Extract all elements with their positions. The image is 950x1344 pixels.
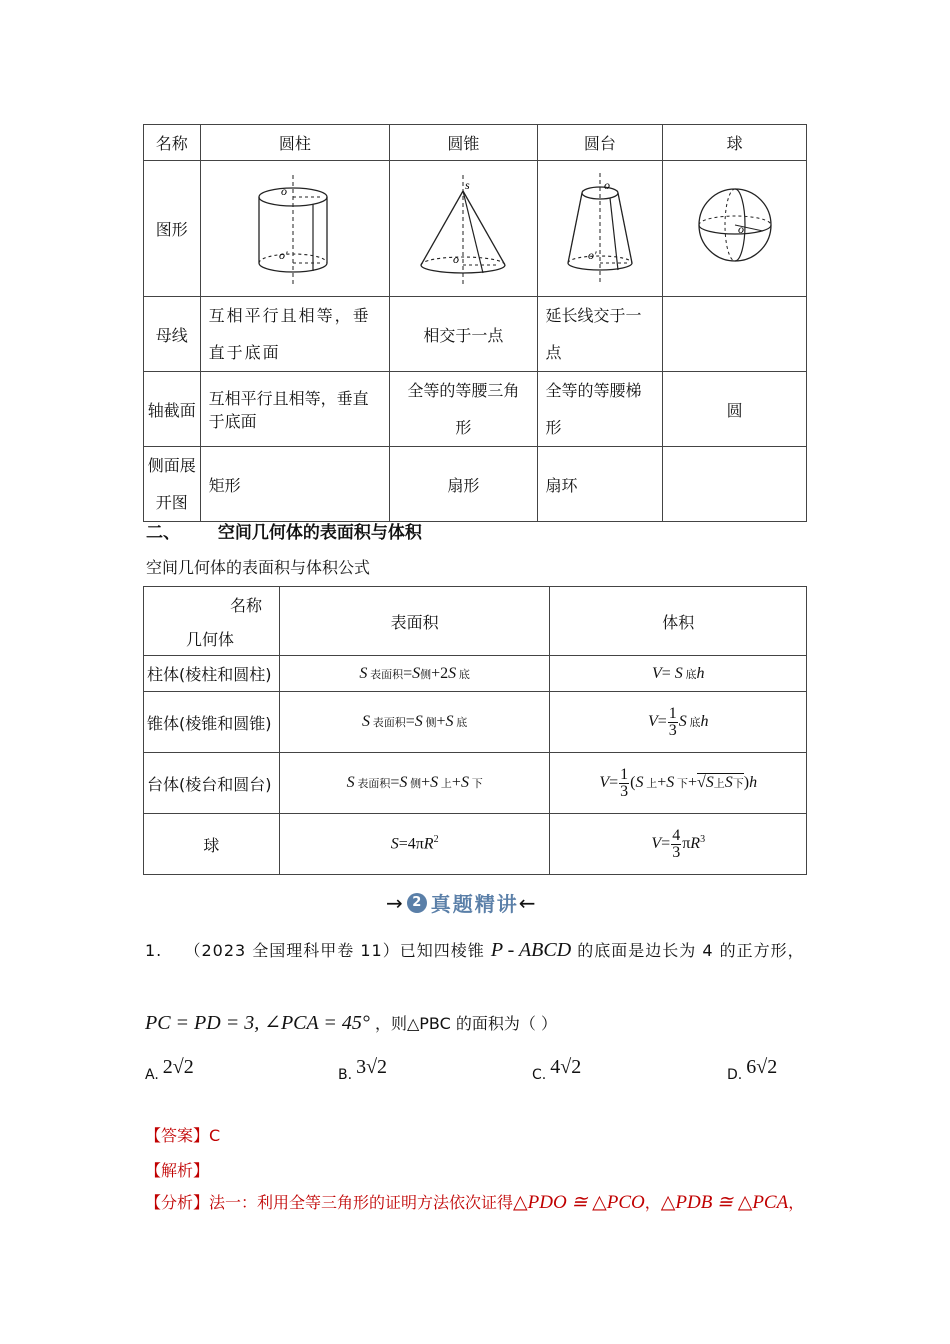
sphere-center-label: o [737, 221, 744, 236]
option-a-value: 2√2 [162, 1056, 194, 1078]
prism-surface: S 表面积=S侧+2S 底 [279, 656, 550, 692]
question-number: 1. [145, 941, 163, 960]
question-pyramid: P - ABCD [490, 939, 572, 961]
banner-left-arrow: → [386, 890, 403, 915]
sphere-volume: V= $\frac{4}{3}$ $\pi R^3$ [550, 814, 807, 875]
fenxi-line: 【分析】法一：利用全等三角形的证明方法依次证得△PDO ≅ △PCO，△PDB ≅ △PCA， [145, 1192, 805, 1213]
prism-volume: V= S 底h [550, 656, 807, 692]
cone-lateral: 扇形 [390, 447, 537, 522]
frustum-figure-cell [537, 161, 663, 297]
cylinder-bottom-label: o′ [278, 247, 288, 262]
cylinder-figure [235, 167, 355, 287]
frustum-surface: S 表面积=S 侧+S 上+S 下 [279, 753, 550, 814]
option-c-value: 4√2 [550, 1056, 582, 1078]
banner-text: 真题精讲 [430, 892, 519, 916]
section2-heading [146, 518, 422, 543]
cylinder-generatrix: 互相平行且相等，垂直于底面 [200, 297, 390, 372]
cone-figure-cell [390, 161, 537, 297]
frustum-volume: V= $\frac{1}{3}$ (S 上+S 下+√S上S下)h [550, 753, 807, 814]
question-line1 [145, 938, 805, 962]
header-name: 名称 [144, 125, 201, 161]
cone-apex-label: s [465, 177, 471, 192]
answer-line [145, 1123, 220, 1146]
header-frustum: 圆台 [537, 125, 663, 161]
frustum-generatrix: 延长线交于一点 [537, 297, 663, 372]
question-source: （2023 全国理科甲卷 11）已知四棱锥 [184, 941, 485, 960]
sphere-surface: $S=4\pi R^2$ [279, 814, 550, 875]
question-condition: PC = PD = 3, ∠PCA = 45° [145, 1012, 370, 1034]
fenxi-congruence-2: △PDB ≅ △PCA [660, 1192, 789, 1213]
frustum-figure [540, 167, 660, 287]
frustum-bottom-label: o′ [587, 247, 597, 262]
formula-table [143, 586, 807, 875]
fenxi-text: 法一：利用全等三角形的证明方法依次证得 [209, 1193, 514, 1212]
cone-figure [403, 167, 523, 287]
sphere-axial: 圆 [663, 372, 807, 447]
section2-subtitle: 空间几何体的表面积与体积公式 [146, 558, 371, 577]
option-b[interactable]: B. 3√2 [338, 1056, 388, 1083]
corner-bottom-label: 几何体 [186, 630, 235, 649]
solids-properties-table [143, 124, 807, 522]
option-a[interactable]: A. 2√2 [145, 1056, 194, 1083]
cone-axial: 全等的等腰三角形 [390, 372, 537, 447]
option-c[interactable]: C. 4√2 [532, 1056, 582, 1083]
cylinder-figure-cell [200, 161, 390, 297]
header-cone: 圆锥 [390, 125, 537, 161]
header-cylinder: 圆柱 [200, 125, 390, 161]
pyramid-volume: V= $\frac{1}{3}$ S 底h [550, 692, 807, 753]
cone-base-label: o [453, 251, 460, 266]
frustum-lateral: 扇环 [537, 447, 663, 522]
sphere-figure-cell [663, 161, 807, 297]
header-sphere: 球 [663, 125, 807, 161]
col-surface-header: 表面积 [279, 587, 550, 656]
option-b-value: 3√2 [356, 1056, 388, 1078]
fenxi-tag: 【分析】 [145, 1193, 210, 1212]
row-prism-name: 柱体(棱柱和圆柱) [144, 656, 280, 692]
question-line1-rest: 的底面是边长为 4 的正方形， [577, 941, 805, 960]
sphere-lateral [663, 447, 807, 522]
frustum-axial: 全等的等腰梯形 [537, 372, 663, 447]
row-label-axial: 轴截面 [144, 372, 201, 447]
corner-top-label: 名称 [230, 596, 263, 615]
fenxi-congruence-1: △PDO ≅ △PCO [513, 1192, 645, 1213]
option-d-value: 6√2 [746, 1056, 778, 1078]
cylinder-lateral: 矩形 [200, 447, 390, 522]
frustum-top-label: o [603, 177, 610, 192]
banner-number-badge: 2 [407, 893, 427, 913]
section-banner [386, 888, 536, 917]
sphere-generatrix [663, 297, 807, 372]
row-frustum-name: 台体(棱台和圆台) [144, 753, 280, 814]
row-pyramid-name: 锥体(棱锥和圆锥) [144, 692, 280, 753]
analysis-tag: 【解析】 [145, 1161, 210, 1180]
section2-number: 二、 [146, 523, 180, 543]
sphere-figure [675, 167, 795, 287]
row-label-lateral: 侧面展开图 [144, 447, 201, 522]
row-label-figure: 图形 [144, 161, 201, 297]
cylinder-axial: 互相平行且相等，垂直于底面 [200, 372, 390, 447]
col-volume-header: 体积 [550, 587, 807, 656]
answer-tag: 【答案】 [145, 1126, 210, 1145]
banner-right-arrow: ← [518, 890, 536, 915]
corner-cell [144, 587, 280, 656]
pyramid-surface: S 表面积=S 侧+S 底 [279, 692, 550, 753]
question-line2 [145, 1010, 557, 1035]
cylinder-top-label: o [280, 183, 287, 198]
row-sphere-name: 球 [144, 814, 280, 875]
question-line2-rest: ，则△PBC 的面积为（ ） [374, 1014, 557, 1033]
answer-value: C [209, 1126, 221, 1145]
cone-generatrix: 相交于一点 [390, 297, 537, 372]
row-label-generatrix: 母线 [144, 297, 201, 372]
section2-title: 空间几何体的表面积与体积 [217, 523, 422, 543]
option-d[interactable]: D. 6√2 [727, 1056, 778, 1083]
